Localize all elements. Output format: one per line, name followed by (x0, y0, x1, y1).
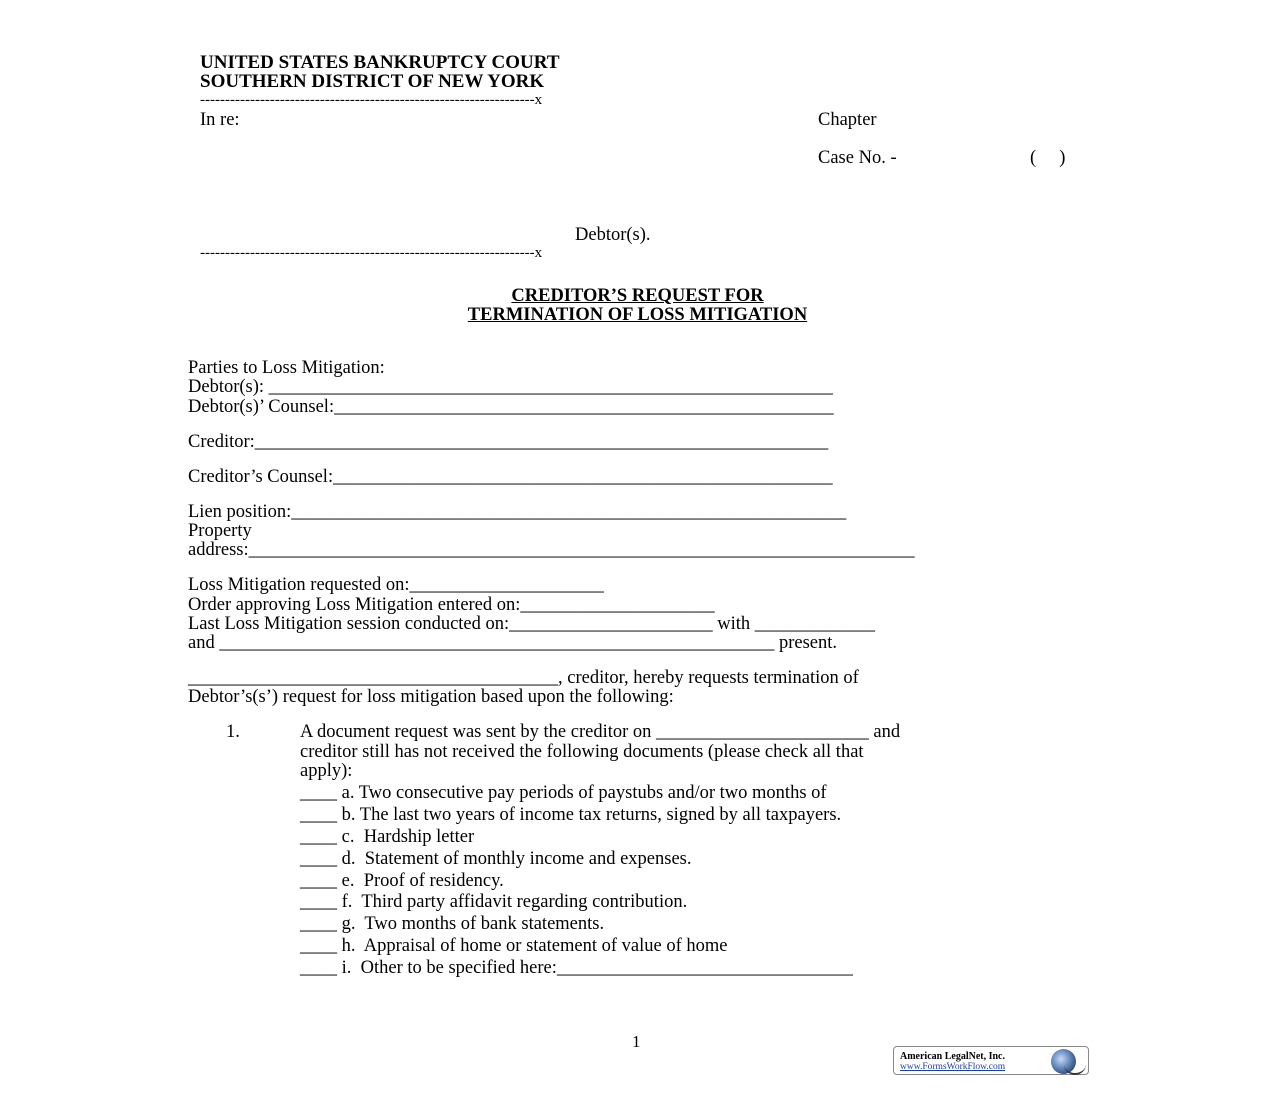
creditor-request-line2: Debtor’s(s’) request for loss mitigation based upon the following: (188, 687, 674, 707)
court-district: SOUTHERN DISTRICT OF NEW YORK (200, 71, 545, 92)
case-number-paren: ( ) (1030, 148, 1066, 168)
property-address-field[interactable]: address:________________________________________________________________________ (188, 540, 915, 560)
property-label: Property (188, 521, 252, 541)
document-title-line1: CREDITOR’S REQUEST FOR (511, 286, 764, 306)
caption-divider-top: -------------------------------------------------------------------x (200, 92, 543, 108)
mitigation-requested-field[interactable]: Loss Mitigation requested on:_____________________ (188, 575, 604, 595)
case-number-label: Case No. - (818, 148, 897, 168)
logo-company-name: American LegalNet, Inc. (900, 1051, 1005, 1062)
creditor-request-line1[interactable]: ________________________________________, creditor, hereby requests termination of (188, 668, 859, 688)
checklist-item-c[interactable]: ____ c. Hardship letter (300, 827, 475, 847)
item1-line1[interactable]: A document request was sent by the creditor on _______________________ and (300, 722, 901, 742)
in-re-label: In re: (200, 110, 240, 130)
creditor-field[interactable]: Creditor:______________________________________________________________ (188, 432, 829, 452)
checklist-item-d[interactable]: ____ d. Statement of monthly income and expenses. (300, 849, 692, 869)
court-name: UNITED STATES BANKRUPTCY COURT (200, 52, 560, 73)
creditor-counsel-field[interactable]: Creditor’s Counsel:______________________________________________________ (188, 467, 833, 487)
chapter-label: Chapter (818, 110, 877, 130)
document-title-line2: TERMINATION OF LOSS MITIGATION (467, 305, 808, 325)
item1-line3: apply): (300, 761, 353, 781)
checklist-item-i[interactable]: ____ i. Other to be specified here:________________________________ (300, 958, 853, 978)
checklist-item-b[interactable]: ____ b. The last two years of income tax returns, signed by all taxpayers. (300, 805, 842, 825)
page-number: 1 (632, 1032, 641, 1051)
last-session-field[interactable]: Last Loss Mitigation session conducted on:______________________ with _____________ (188, 614, 876, 634)
checklist-item-g[interactable]: ____ g. Two months of bank statements. (300, 914, 605, 934)
item1-line2: creditor still has not received the following documents (please check all that (300, 742, 864, 762)
checklist-item-f[interactable]: ____ f. Third party affidavit regarding contribution. (300, 892, 688, 912)
debtor-field[interactable]: Debtor(s): _____________________________________________________________ (188, 377, 833, 397)
checklist-item-h[interactable]: ____ h. Appraisal of home or statement of value of home (300, 936, 728, 956)
parties-heading: Parties to Loss Mitigation: (188, 358, 385, 378)
debtor-counsel-field[interactable]: Debtor(s)’ Counsel:______________________________________________________ (188, 397, 834, 417)
item-number: 1. (226, 722, 240, 742)
checklist-item-a[interactable]: ____ a. Two consecutive pay periods of paystubs and/or two months of (300, 783, 827, 803)
order-approving-field[interactable]: Order approving Loss Mitigation entered on:_____________________ (188, 595, 715, 615)
caption-divider-bottom: -------------------------------------------------------------------x (200, 245, 543, 261)
session-present-field[interactable]: and ____________________________________________________________ present. (188, 633, 838, 653)
american-legalnet-logo[interactable] (893, 1046, 1089, 1075)
logo-website-link[interactable]: www.FormsWorkFlow.com (900, 1062, 1006, 1072)
debtors-label: Debtor(s). (575, 225, 651, 245)
lien-position-field[interactable]: Lien position:____________________________________________________________ (188, 502, 847, 522)
checklist-item-e[interactable]: ____ e. Proof of residency. (300, 871, 504, 891)
